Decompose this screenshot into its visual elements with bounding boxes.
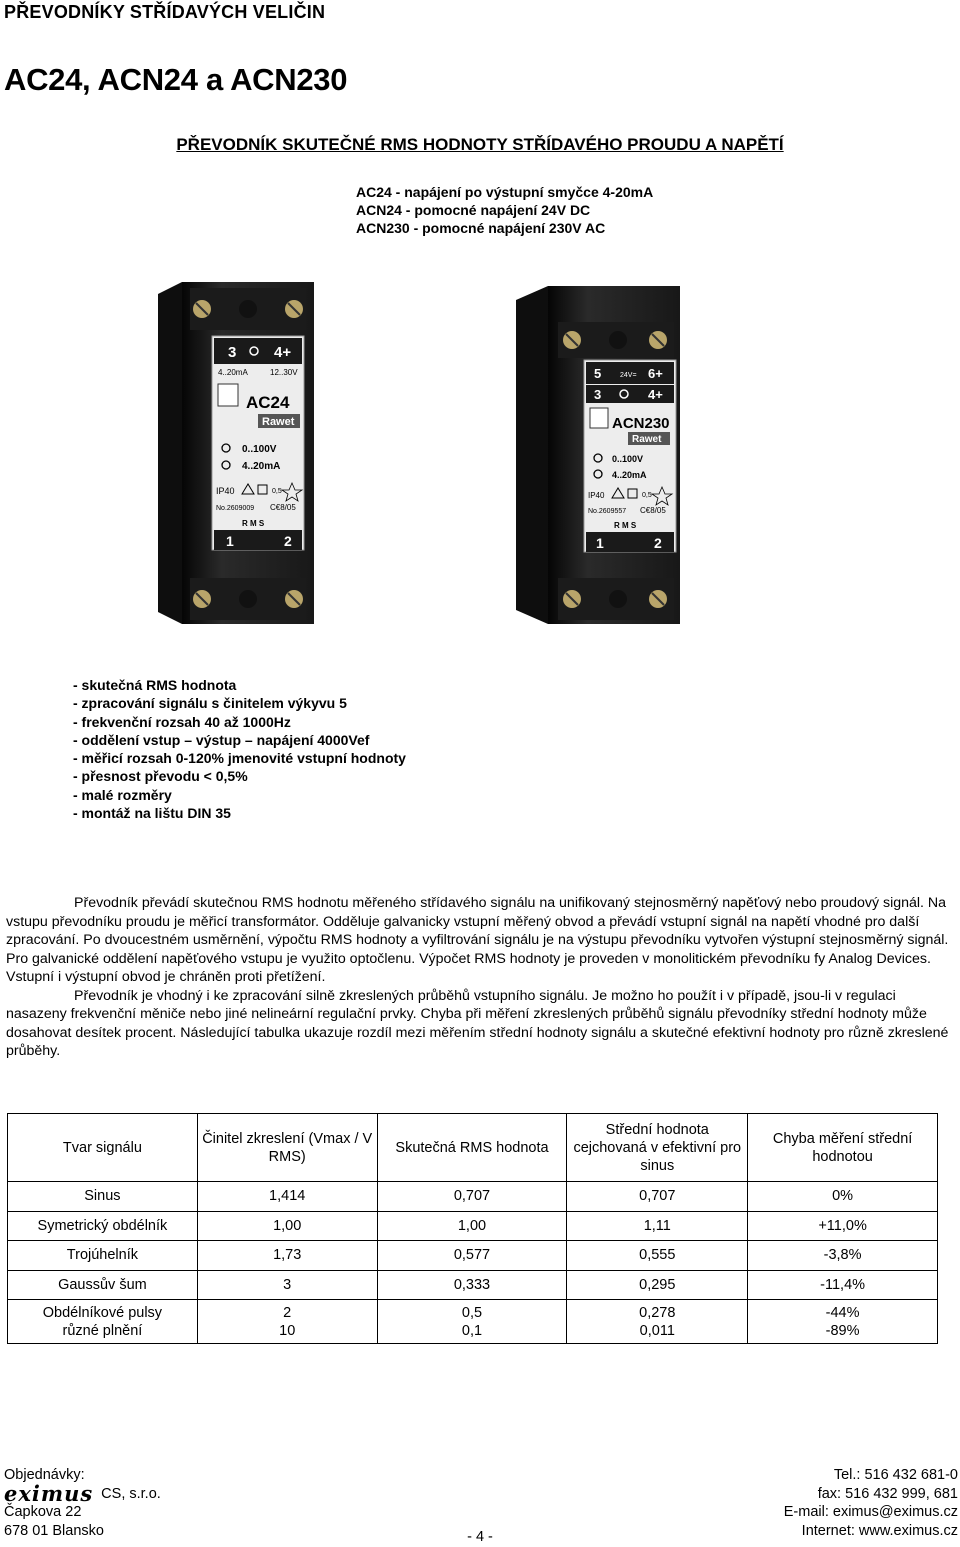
accuracy-class: 0,5: [272, 488, 282, 495]
cell-factor: 3: [197, 1270, 377, 1300]
cell-line: 0,278: [639, 1304, 676, 1321]
device-model: AC24: [246, 393, 290, 412]
page-title: AC24, ACN24 a ACN230: [4, 62, 348, 97]
orders-label: Objednávky:: [4, 1467, 85, 1483]
cell-factor: [197, 1300, 377, 1344]
supply-voltage: 24V=: [620, 372, 637, 379]
contact-email[interactable]: E-mail: eximus@eximus.cz: [783, 1504, 958, 1520]
cell-shape: [8, 1300, 198, 1344]
col-header-factor: Činitel zkreslení (Vmax / V RMS): [197, 1114, 377, 1182]
cell-rms: [377, 1300, 567, 1344]
variant-acn24: ACN24 - pomocné napájení 24V DC: [356, 202, 591, 218]
input-range: 0..100V: [242, 444, 277, 455]
contact-fax: fax: 516 432 999, 681: [817, 1485, 958, 1502]
cell-error: +11,0%: [748, 1211, 938, 1241]
terminal-number: 2: [284, 533, 292, 549]
table-row: [8, 1241, 938, 1271]
table-row: [8, 1300, 938, 1344]
col-header-mean: Střední hodnota cejchovaná v efektivní pro sinus: [567, 1114, 748, 1182]
output-range: 4..20mA: [218, 368, 248, 377]
category-heading: PŘEVODNÍKY STŘÍDAVÝCH VELIČIN: [4, 2, 326, 22]
terminal-number: 2: [654, 535, 662, 551]
terminal-number: 4+: [648, 387, 663, 402]
brand-name: Rawet: [632, 434, 662, 445]
cell-rms: 0,707: [377, 1182, 567, 1212]
cell-line: 0,1: [461, 1322, 483, 1339]
supply-range: 12..30V: [270, 368, 298, 377]
serial-number: No.2609009: [216, 505, 255, 512]
terminal-hole-icon: [609, 331, 627, 349]
cell-shape: Trojúhelník: [8, 1241, 198, 1271]
cell-mean: 0,707: [567, 1182, 748, 1212]
feature-item: - malé rozměry: [73, 786, 172, 803]
variant-ac24: AC24 - napájení po výstupní smyčce 4-20mA: [356, 184, 654, 200]
terminal-number: 6+: [648, 366, 663, 381]
cell-rms: 0,333: [377, 1270, 567, 1300]
cell-line: 0,5: [461, 1304, 483, 1321]
cell-shape: Sinus: [8, 1182, 198, 1212]
company-street: Čapkova 22: [4, 1504, 82, 1520]
col-header-error: Chyba měření střední hodnotou: [748, 1114, 938, 1182]
cell-mean: [567, 1300, 748, 1344]
serial-number: No.2609557: [588, 508, 627, 515]
cell-rms: 1,00: [377, 1211, 567, 1241]
feature-item: - frekvenční rozsah 40 až 1000Hz: [73, 713, 291, 730]
company-name: CS, s.r.o.: [101, 1485, 161, 1502]
feature-item: - zpracování signálu s činitelem výkyvu 5: [73, 695, 347, 712]
cell-error: 0%: [748, 1182, 938, 1212]
terminal-number: 5: [594, 366, 602, 381]
table-row: [8, 1182, 938, 1212]
device-model: ACN230: [612, 415, 670, 432]
terminal-number: 1: [596, 535, 604, 551]
cell-error: [748, 1300, 938, 1344]
terminal-hole-icon: [239, 300, 257, 318]
rms-symbol-icon: [590, 408, 608, 428]
rms-label: R M S: [614, 521, 637, 530]
table-header-row: [8, 1114, 938, 1182]
page-number: - 4 -: [467, 1529, 493, 1545]
terminal-hole-icon: [239, 590, 257, 608]
cell-shape: Gaussův šum: [8, 1270, 198, 1300]
rms-label: R M S: [242, 519, 265, 528]
product-subtitle: PŘEVODNÍK SKUTEČNÉ RMS HODNOTY STŘÍDAVÉHO PROUDU A NAPĚTÍ: [176, 135, 784, 154]
cell-factor: 1,73: [197, 1241, 377, 1271]
feature-list: [73, 676, 406, 822]
cell-shape: Symetrický obdélník: [8, 1211, 198, 1241]
description-paragraph: Převodník převádí skutečnou RMS hodnotu měřeného střídavého signálu na unifikovaný stejnosměrný napěťový nebo proudový signál. Na vstupu převodníku proudu je měřicí transformátor. Odděluje galvanicky vstupní měřený obvod a převádí vstupní signál na napětí vhodné pro další zpracování. Po dvoucestném usměrnění, výpočtu RMS hodnoty a vyfiltrování signálu je na výstupu převodníku vytvořen výstupní stejnosměrný signál. Pro galvanické oddělení napěťového vstupu je využito optočlenu. Výpočet RMS hodnoty je proveden v monolitickém převodníku fy Analog Devices. Vstupní i výstupní obvod je chráněn proti přetížení.: [6, 895, 949, 985]
variant-list: [356, 183, 653, 237]
cell-error: -3,8%: [748, 1241, 938, 1271]
output-range-label: 4..20mA: [242, 461, 281, 472]
brand-name: Rawet: [262, 416, 295, 428]
table-row: [8, 1211, 938, 1241]
cell-factor: 1,414: [197, 1182, 377, 1212]
ce-mark: C€8/05: [270, 503, 296, 512]
footer-contact: [784, 1466, 958, 1540]
output-range-label: 4..20mA: [612, 470, 647, 480]
cell-line: -44%: [825, 1304, 860, 1321]
company-city: 678 01 Blansko: [4, 1522, 104, 1539]
cell-error: -11,4%: [748, 1270, 938, 1300]
rms-symbol-icon: [218, 384, 238, 406]
col-header-shape: Tvar signálu: [8, 1114, 198, 1182]
contact-web[interactable]: Internet: www.eximus.cz: [801, 1522, 958, 1539]
cell-factor: 1,00: [197, 1211, 377, 1241]
ce-mark: C€8/05: [640, 506, 666, 515]
feature-item: - oddělení vstup – výstup – napájení 4000Vef: [73, 731, 370, 748]
eximus-logo: eximus: [4, 1481, 94, 1506]
ip-rating: IP40: [588, 491, 605, 500]
terminal-hole-icon: [609, 590, 627, 608]
cell-mean: 1,11: [567, 1211, 748, 1241]
variant-acn230: ACN230 - pomocné napájení 230V AC: [356, 220, 606, 236]
cell-rms: 0,577: [377, 1241, 567, 1271]
col-header-rms: Skutečná RMS hodnota: [377, 1114, 567, 1182]
comparison-table: [7, 1113, 938, 1344]
accuracy-class: 0,5: [642, 492, 652, 499]
cell-line: 10: [279, 1322, 296, 1339]
cell-mean: 0,295: [567, 1270, 748, 1300]
feature-item: - přesnost převodu < 0,5%: [73, 768, 248, 785]
terminal-number: 4+: [274, 344, 292, 361]
input-range: 0..100V: [612, 454, 644, 464]
company-line: [4, 1481, 161, 1506]
contact-tel: Tel.: 516 432 681-0: [833, 1467, 958, 1483]
ip-rating: IP40: [216, 486, 235, 496]
cell-line: Obdélníkové pulsy: [42, 1304, 163, 1321]
description-paragraph: Převodník je vhodný i ke zpracování silně zkreslených průběhů vstupního signálu. Je možno ho použít i v případě, jsou-li v regulaci nasazeny frekvenční měniče nebo jiné nelineární regulační prvky. Chyba při měření zkreslených průběhů signálu převodníky střední hodnoty může dosahovat desítek procent. Následující tabulka ukazuje rozdíl mezi měřením střední hodnoty signálu a skutečné efektivní hodnoty pro různě zkreslené průběhy.: [6, 987, 949, 1059]
cell-line: 2: [283, 1304, 292, 1321]
feature-item: - montáž na lištu DIN 35: [73, 805, 231, 822]
device-photo-ac24: [138, 280, 314, 624]
terminal-number: 3: [228, 344, 237, 361]
description: [6, 894, 954, 1061]
terminal-number: 3: [594, 387, 602, 402]
cell-line: 0,011: [639, 1322, 675, 1339]
feature-item: - měřicí rozsah 0-120% jmenovité vstupní hodnoty: [73, 750, 406, 767]
feature-item: - skutečná RMS hodnota: [73, 677, 237, 693]
cell-line: -89%: [825, 1322, 860, 1339]
table-row: [8, 1270, 938, 1300]
terminal-number: 1: [226, 533, 234, 549]
cell-line: různé plnění: [62, 1322, 143, 1339]
device-photo-acn230: [508, 282, 680, 626]
cell-mean: 0,555: [567, 1241, 748, 1271]
